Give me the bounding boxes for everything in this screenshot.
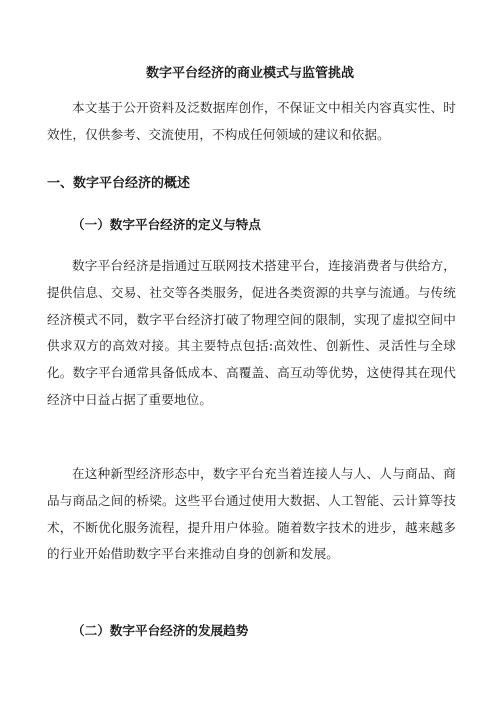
subsection-heading-2: （二）数字平台经济的发展趋势 [72, 623, 249, 638]
subsection-heading-1: （一）数字平台经济的定义与特点 [72, 217, 261, 232]
disclaimer-paragraph: 本文基于公开资料及泛数据库创作，不保证文中相关内容真实性、时效性，仅供参考、交流使用，不构成任何领域的建议和依据。 [47, 100, 456, 142]
body-paragraph-1: 数字平台经济是指通过互联网技术搭建平台，连接消费者与供给方，提供信息、交易、社交等各类服务，促进各类资源的共享与流通。与传统经济模式不同，数字平台经济打破了物理空间的限制，实现了虚拟空间中供求双方的高效对接。其主要特点包括:高效性、创新性、灵活性与全球化。数字平台通常具备低成本、高覆盖、高互动等优势，这使得其在现代经济中日益占据了重要地位。 [47, 258, 456, 407]
section-heading-1: 一、数字平台经济的概述 [47, 176, 191, 191]
body-paragraph-2: 在这种新型经济形态中，数字平台充当着连接人与人、人与商品、商品与商品之间的桥梁。这些平台通过使用大数据、人工智能、云计算等技术，不断优化服务流程，提升用户体验。随着数字技术的进步，越来越多的行业开始借助数字平台来推动自身的创新和发展。 [47, 466, 456, 562]
document-title: 数字平台经济的商业模式与监管挑战 [145, 66, 354, 81]
